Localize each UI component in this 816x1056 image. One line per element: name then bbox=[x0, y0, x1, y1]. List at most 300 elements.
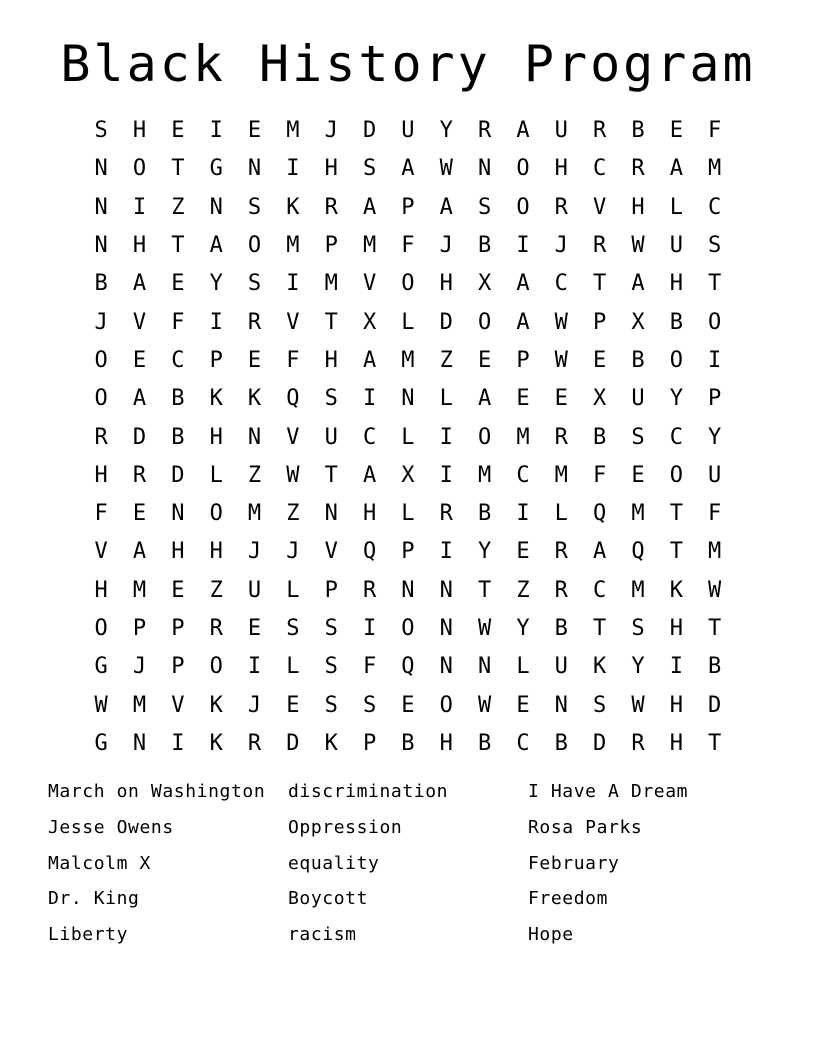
word-list-item: equality bbox=[288, 852, 380, 874]
grid-letter: C bbox=[171, 347, 185, 373]
grid-letter: V bbox=[593, 194, 607, 220]
grid-letter: W bbox=[708, 577, 722, 603]
grid-letter: E bbox=[171, 577, 185, 603]
grid-letter: Z bbox=[439, 347, 453, 373]
grid-letter: L bbox=[209, 462, 223, 488]
grid-letter: N bbox=[94, 233, 108, 259]
grid-letter: M bbox=[132, 692, 147, 718]
grid-letter: U bbox=[324, 424, 338, 450]
grid-letter: B bbox=[554, 616, 568, 641]
word-list-item: discrimination bbox=[288, 781, 449, 802]
grid-letter: V bbox=[362, 271, 377, 297]
grid-letter: R bbox=[554, 539, 568, 565]
word-list-item: Hope bbox=[528, 924, 574, 946]
grid-letter: N bbox=[209, 194, 223, 220]
grid-letter: W bbox=[554, 309, 568, 335]
word-list bbox=[48, 778, 768, 957]
grid-letter: R bbox=[439, 501, 453, 527]
grid-letter: O bbox=[516, 156, 530, 182]
grid-letter: L bbox=[401, 501, 415, 527]
grid-letter: B bbox=[171, 424, 185, 450]
grid-letter: W bbox=[286, 462, 300, 488]
grid-letter: C bbox=[593, 156, 607, 182]
grid-letter: U bbox=[554, 654, 568, 680]
grid-letter: W bbox=[631, 233, 645, 259]
grid-letter: X bbox=[401, 462, 415, 488]
grid-letter: P bbox=[209, 347, 223, 373]
grid-letter: U bbox=[401, 118, 415, 144]
grid-letter: M bbox=[477, 462, 492, 488]
grid-letter: O bbox=[94, 386, 108, 412]
grid-letter: W bbox=[94, 692, 108, 718]
grid-letter: N bbox=[247, 156, 262, 182]
grid-letter: E bbox=[516, 539, 530, 565]
grid-letter: A bbox=[593, 539, 607, 565]
grid-letter: A bbox=[209, 233, 223, 259]
grid-letter: E bbox=[593, 347, 607, 373]
grid-letter: S bbox=[708, 233, 722, 259]
grid-letter: N bbox=[439, 616, 453, 641]
grid-letter: O bbox=[669, 462, 683, 488]
grid-letter: J bbox=[439, 233, 453, 259]
grid-letter: S bbox=[324, 692, 338, 718]
grid-letter: D bbox=[286, 730, 300, 756]
grid-letter: O bbox=[477, 424, 492, 450]
grid-letter: P bbox=[708, 386, 722, 412]
grid-letter: S bbox=[324, 654, 338, 680]
grid-letter: F bbox=[401, 233, 415, 259]
grid-letter: W bbox=[439, 156, 453, 182]
grid-letter: S bbox=[362, 692, 377, 718]
grid-letter: D bbox=[593, 730, 607, 756]
grid-letter: H bbox=[209, 539, 223, 565]
word-list-item: Liberty bbox=[48, 924, 129, 946]
grid-letter: T bbox=[669, 501, 683, 527]
grid-letter: U bbox=[708, 462, 722, 488]
grid-letter: O bbox=[94, 347, 108, 373]
grid-letter: K bbox=[669, 577, 683, 603]
grid-row bbox=[82, 303, 734, 341]
grid-letter: R bbox=[631, 730, 645, 756]
grid-letter: G bbox=[94, 654, 108, 680]
grid-letter: I bbox=[286, 156, 300, 182]
grid-letter: M bbox=[708, 156, 722, 182]
grid-letter: P bbox=[516, 347, 530, 373]
grid-letter: O bbox=[209, 654, 223, 680]
grid-letter: S bbox=[593, 692, 607, 718]
grid-letter: H bbox=[324, 156, 338, 182]
grid-letter: H bbox=[669, 616, 683, 641]
grid-letter: M bbox=[631, 577, 645, 603]
grid-letter: L bbox=[401, 309, 415, 335]
grid-letter: R bbox=[132, 462, 147, 488]
grid-row bbox=[82, 227, 734, 265]
grid-letter: T bbox=[593, 616, 607, 641]
grid-letter: E bbox=[247, 347, 262, 373]
grid-letter: P bbox=[401, 194, 415, 220]
grid-letter: H bbox=[209, 424, 223, 450]
grid-letter: M bbox=[247, 501, 262, 527]
grid-letter: R bbox=[247, 309, 262, 335]
grid-letter: F bbox=[94, 501, 108, 527]
grid-letter: I bbox=[362, 386, 377, 412]
grid-letter: E bbox=[132, 501, 147, 527]
grid-letter: E bbox=[669, 118, 683, 144]
grid-letter: W bbox=[477, 616, 492, 641]
grid-letter: N bbox=[171, 501, 185, 527]
grid-letter: C bbox=[516, 462, 530, 488]
grid-letter: O bbox=[247, 233, 262, 259]
grid-letter: Y bbox=[477, 539, 492, 565]
grid-letter: N bbox=[132, 730, 147, 756]
grid-letter: I bbox=[439, 539, 453, 565]
grid-letter: B bbox=[631, 347, 645, 373]
grid-letter: X bbox=[631, 309, 645, 335]
grid-letter: I bbox=[286, 271, 300, 297]
grid-letter: I bbox=[439, 424, 453, 450]
grid-letter: B bbox=[708, 654, 722, 680]
grid-letter: V bbox=[171, 692, 185, 718]
grid-letter: O bbox=[401, 616, 415, 641]
grid-letter: K bbox=[209, 692, 223, 718]
grid-letter: Z bbox=[247, 462, 262, 488]
grid-letter: A bbox=[669, 156, 683, 182]
grid-letter: C bbox=[708, 194, 722, 220]
grid-letter: S bbox=[247, 194, 262, 220]
grid-letter: H bbox=[554, 156, 568, 182]
grid-letter: J bbox=[247, 539, 262, 565]
grid-letter: L bbox=[439, 386, 453, 412]
grid-letter: T bbox=[171, 233, 185, 259]
word-list-item: I Have A Dream bbox=[528, 781, 689, 802]
word-list-item: Malcolm X bbox=[48, 852, 151, 874]
grid-letter: B bbox=[171, 386, 185, 412]
grid-letter: P bbox=[401, 539, 415, 565]
grid-letter: S bbox=[631, 616, 645, 641]
grid-letter: Z bbox=[209, 577, 223, 603]
grid-letter: U bbox=[669, 233, 683, 259]
grid-letter: I bbox=[669, 654, 683, 680]
grid-letter: N bbox=[401, 577, 415, 603]
grid-letter: U bbox=[631, 386, 645, 412]
grid-letter: A bbox=[516, 271, 530, 297]
grid-letter: P bbox=[132, 616, 147, 641]
grid-letter: P bbox=[171, 616, 185, 641]
grid-row bbox=[82, 342, 734, 380]
grid-letter: F bbox=[708, 118, 722, 144]
grid-letter: H bbox=[171, 539, 185, 565]
grid-letter: Z bbox=[286, 501, 300, 527]
grid-row bbox=[82, 610, 734, 648]
grid-row bbox=[82, 189, 734, 227]
grid-letter: P bbox=[171, 654, 185, 680]
grid-letter: N bbox=[439, 577, 453, 603]
grid-letter: R bbox=[477, 118, 492, 144]
grid-letter: Y bbox=[708, 424, 722, 450]
grid-row bbox=[82, 380, 734, 418]
grid-letter: A bbox=[401, 156, 415, 182]
grid-letter: H bbox=[669, 271, 683, 297]
grid-letter: Y bbox=[669, 386, 683, 412]
grid-letter: B bbox=[593, 424, 607, 450]
grid-letter: F bbox=[593, 462, 607, 488]
grid-letter: M bbox=[631, 501, 645, 527]
grid-letter: N bbox=[324, 501, 338, 527]
grid-letter: R bbox=[324, 194, 338, 220]
grid-letter: I bbox=[516, 233, 530, 259]
grid-letter: Q bbox=[286, 386, 300, 412]
grid-letter: H bbox=[132, 233, 147, 259]
word-list-item: Freedom bbox=[528, 888, 609, 910]
grid-letter: R bbox=[247, 730, 262, 756]
grid-letter: W bbox=[554, 347, 568, 373]
grid-letter: O bbox=[477, 309, 492, 335]
grid-letter: H bbox=[94, 577, 108, 603]
grid-letter: I bbox=[516, 501, 530, 527]
grid-letter: S bbox=[631, 424, 645, 450]
grid-row bbox=[82, 112, 734, 150]
grid-letter: R bbox=[362, 577, 377, 603]
grid-letter: A bbox=[132, 539, 147, 565]
grid-letter: P bbox=[324, 577, 338, 603]
grid-letter: H bbox=[439, 730, 453, 756]
grid-letter: M bbox=[708, 539, 722, 565]
grid-letter: L bbox=[401, 424, 415, 450]
grid-letter: Q bbox=[401, 654, 415, 680]
letter-grid bbox=[82, 112, 734, 763]
grid-letter: M bbox=[516, 424, 530, 450]
grid-letter: A bbox=[362, 347, 377, 373]
grid-letter: R bbox=[209, 616, 223, 641]
grid-letter: S bbox=[477, 194, 492, 220]
grid-letter: Y bbox=[516, 616, 530, 641]
grid-letter: H bbox=[94, 462, 108, 488]
grid-letter: O bbox=[132, 156, 147, 182]
grid-letter: M bbox=[401, 347, 415, 373]
grid-letter: D bbox=[708, 692, 722, 718]
grid-letter: F bbox=[171, 309, 185, 335]
grid-letter: H bbox=[669, 730, 683, 756]
grid-letter: T bbox=[708, 271, 722, 297]
grid-letter: I bbox=[132, 194, 147, 220]
grid-letter: N bbox=[477, 156, 492, 182]
grid-letter: I bbox=[708, 347, 722, 373]
grid-letter: F bbox=[708, 501, 722, 527]
grid-letter: K bbox=[209, 730, 223, 756]
grid-letter: H bbox=[439, 271, 453, 297]
grid-letter: D bbox=[439, 309, 453, 335]
grid-letter: V bbox=[94, 539, 108, 565]
grid-letter: E bbox=[132, 347, 147, 373]
grid-letter: V bbox=[286, 309, 300, 335]
grid-letter: H bbox=[669, 692, 683, 718]
grid-letter: M bbox=[554, 462, 568, 488]
word-list-item: Rosa Parks bbox=[528, 816, 643, 838]
word-list-item: Dr. King bbox=[48, 888, 140, 910]
grid-letter: H bbox=[324, 347, 338, 373]
page-title: Black History Program bbox=[60, 35, 756, 93]
grid-letter: R bbox=[554, 424, 568, 450]
grid-letter: L bbox=[669, 194, 683, 220]
grid-row bbox=[82, 686, 734, 724]
grid-letter: V bbox=[324, 539, 338, 565]
grid-letter: M bbox=[132, 577, 147, 603]
grid-letter: B bbox=[669, 309, 683, 335]
grid-letter: L bbox=[286, 577, 300, 603]
grid-row bbox=[82, 725, 734, 763]
grid-row bbox=[82, 572, 734, 610]
grid-row bbox=[82, 457, 734, 495]
grid-letter: M bbox=[286, 118, 300, 144]
grid-letter: K bbox=[247, 386, 262, 412]
grid-letter: A bbox=[132, 386, 147, 412]
grid-letter: T bbox=[324, 309, 338, 335]
grid-letter: K bbox=[593, 654, 607, 680]
grid-letter: Z bbox=[171, 194, 185, 220]
grid-letter: B bbox=[94, 271, 108, 297]
grid-letter: U bbox=[554, 118, 568, 144]
grid-letter: T bbox=[171, 156, 185, 182]
grid-letter: T bbox=[477, 577, 492, 603]
grid-letter: J bbox=[247, 692, 262, 718]
grid-letter: L bbox=[516, 654, 530, 680]
grid-letter: H bbox=[362, 501, 377, 527]
grid-letter: O bbox=[516, 194, 530, 220]
grid-letter: Z bbox=[516, 577, 530, 603]
grid-letter: W bbox=[477, 692, 492, 718]
grid-row bbox=[82, 533, 734, 571]
grid-letter: O bbox=[94, 616, 108, 641]
grid-letter: Y bbox=[439, 118, 453, 144]
grid-letter: F bbox=[362, 654, 377, 680]
grid-row bbox=[82, 495, 734, 533]
grid-letter: J bbox=[554, 233, 568, 259]
grid-letter: C bbox=[516, 730, 530, 756]
grid-letter: B bbox=[477, 730, 492, 756]
grid-letter: A bbox=[439, 194, 453, 220]
grid-letter: W bbox=[631, 692, 645, 718]
grid-letter: T bbox=[669, 539, 683, 565]
grid-letter: R bbox=[593, 118, 607, 144]
grid-letter: A bbox=[477, 386, 492, 412]
grid-letter: X bbox=[477, 271, 492, 297]
grid-letter: D bbox=[171, 462, 185, 488]
grid-letter: S bbox=[362, 156, 377, 182]
grid-letter: E bbox=[401, 692, 415, 718]
grid-letter: E bbox=[247, 118, 262, 144]
grid-letter: E bbox=[286, 692, 300, 718]
grid-letter: A bbox=[132, 271, 147, 297]
grid-letter: S bbox=[247, 271, 262, 297]
grid-letter: I bbox=[171, 730, 185, 756]
grid-letter: O bbox=[439, 692, 453, 718]
grid-letter: N bbox=[477, 654, 492, 680]
grid-letter: C bbox=[593, 577, 607, 603]
grid-letter: B bbox=[631, 118, 645, 144]
grid-letter: K bbox=[286, 194, 300, 220]
grid-letter: B bbox=[401, 730, 415, 756]
grid-letter: B bbox=[477, 501, 492, 527]
grid-letter: J bbox=[94, 309, 108, 335]
grid-letter: E bbox=[554, 386, 568, 412]
grid-letter: M bbox=[286, 233, 300, 259]
grid-letter: M bbox=[362, 233, 377, 259]
word-list-item: March on Washington bbox=[48, 781, 266, 802]
grid-letter: I bbox=[362, 616, 377, 641]
grid-letter: P bbox=[593, 309, 607, 335]
grid-letter: O bbox=[401, 271, 415, 297]
grid-letter: Q bbox=[593, 501, 607, 527]
grid-letter: I bbox=[209, 309, 223, 335]
grid-letter: K bbox=[324, 730, 338, 756]
grid-letter: V bbox=[286, 424, 300, 450]
grid-letter: I bbox=[247, 654, 262, 680]
grid-letter: R bbox=[631, 156, 645, 182]
grid-letter: R bbox=[94, 424, 108, 450]
grid-letter: O bbox=[669, 347, 683, 373]
grid-letter: O bbox=[209, 501, 223, 527]
grid-letter: T bbox=[593, 271, 607, 297]
grid-letter: A bbox=[516, 309, 530, 335]
word-list-item: Oppression bbox=[288, 816, 403, 838]
grid-letter: J bbox=[324, 118, 338, 144]
grid-letter: N bbox=[554, 692, 568, 718]
grid-letter: A bbox=[516, 118, 530, 144]
grid-letter: A bbox=[631, 271, 645, 297]
grid-letter: J bbox=[286, 539, 300, 565]
grid-letter: T bbox=[324, 462, 338, 488]
word-list-item: Jesse Owens bbox=[48, 816, 174, 838]
word-list-item: February bbox=[528, 852, 620, 874]
grid-letter: A bbox=[362, 194, 377, 220]
grid-letter: B bbox=[477, 233, 492, 259]
grid-letter: M bbox=[324, 271, 338, 297]
grid-letter: X bbox=[362, 309, 377, 335]
grid-letter: O bbox=[708, 309, 722, 335]
grid-letter: E bbox=[477, 347, 492, 373]
word-list-item: Boycott bbox=[288, 888, 369, 910]
grid-letter: G bbox=[209, 156, 223, 182]
grid-letter: L bbox=[554, 501, 568, 527]
grid-letter: G bbox=[94, 730, 108, 756]
grid-letter: H bbox=[631, 194, 645, 220]
grid-letter: R bbox=[593, 233, 607, 259]
grid-letter: L bbox=[286, 654, 300, 680]
grid-letter: N bbox=[439, 654, 453, 680]
grid-row bbox=[82, 265, 734, 303]
grid-letter: X bbox=[593, 386, 607, 412]
grid-letter: T bbox=[708, 616, 722, 641]
grid-letter: P bbox=[324, 233, 338, 259]
grid-letter: S bbox=[324, 386, 338, 412]
grid-letter: E bbox=[516, 692, 530, 718]
grid-letter: C bbox=[554, 271, 568, 297]
grid-letter: N bbox=[94, 156, 108, 182]
grid-letter: I bbox=[209, 118, 223, 144]
grid-letter: V bbox=[132, 309, 147, 335]
grid-letter: Q bbox=[362, 539, 377, 565]
grid-letter: T bbox=[708, 730, 722, 756]
grid-letter: D bbox=[362, 118, 377, 144]
grid-row bbox=[82, 150, 734, 188]
word-list-item: racism bbox=[288, 924, 357, 946]
grid-letter: C bbox=[362, 424, 377, 450]
grid-letter: S bbox=[94, 118, 108, 144]
grid-letter: Y bbox=[209, 271, 223, 297]
grid-letter: E bbox=[247, 616, 262, 641]
grid-letter: Q bbox=[631, 539, 645, 565]
grid-letter: U bbox=[247, 577, 262, 603]
